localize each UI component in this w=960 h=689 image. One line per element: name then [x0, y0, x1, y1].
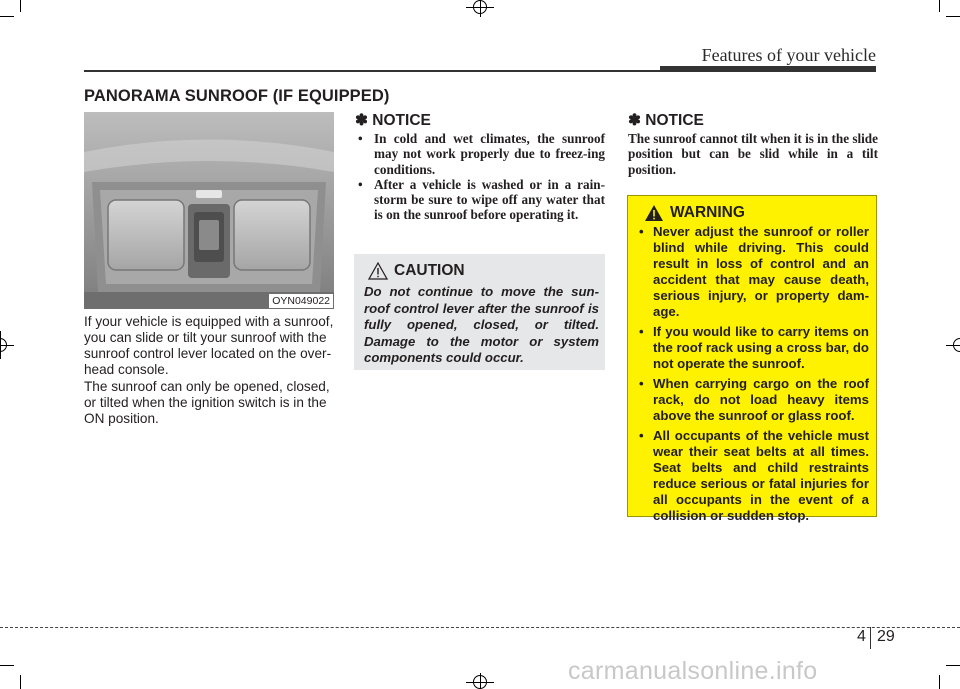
caution-heading: CAUTION	[394, 262, 465, 279]
warning-item: • Never adjust the sunroof or roller blind while driving. This could result in loss of control and an accident that may cause death, serious injury, or property dam-age.	[636, 224, 869, 320]
registration-mark	[0, 331, 1, 359]
caution-box	[354, 254, 605, 370]
notice-item: • In cold and wet climates, the sunroof may not work properly due to freez-ing conditions.	[355, 131, 605, 177]
header-bar	[660, 66, 876, 72]
footer-rule	[0, 627, 960, 628]
crop-mark	[939, 675, 940, 689]
section-title: PANORAMA SUNROOF (IF EQUIPPED)	[84, 87, 390, 105]
image-code: OYN049022	[269, 294, 333, 308]
registration-mark	[480, 673, 481, 689]
warning-item: • All occupants of the vehicle must wear their seat belts at all times. Seat belts and child restraints reduce serious or fatal injuries for all occupants in the event of a collision or sudden stop.	[636, 428, 869, 524]
warning-item: • If you would like to carry items on the roof rack using a cross bar, do not operate the sunroof.	[636, 324, 869, 372]
registration-mark	[0, 345, 14, 346]
chapter-number: 4	[857, 628, 866, 645]
overhead-console-illustration	[84, 112, 334, 309]
page-number: 29	[877, 628, 895, 645]
crop-mark	[946, 16, 960, 17]
notice-text: The sunroof cannot tilt when it is in the slide position but can be slid while in a tilt position.	[628, 131, 878, 177]
intro-paragraph-1: If your vehicle is equipped with a sunroof, you can slide or tilt your sunroof with the sunroof control lever located on the over-head console.	[84, 314, 334, 377]
chapter-header-title: Features of your vehicle	[701, 45, 876, 65]
registration-mark	[946, 345, 960, 346]
notice-item: • After a vehicle is washed or in a rain-storm be sure to wipe off any water that is on the sunroof before operating it.	[355, 177, 605, 223]
intro-paragraph-2: The sunroof can only be opened, closed, or tilted when the ignition switch is in the ON position.	[84, 379, 330, 426]
caution-header	[368, 262, 599, 280]
crop-mark	[946, 665, 960, 666]
caution-text: Do not continue to move the sun-roof control lever after the sunroof is fully opened, closed, or tilted. Damage to the motor or system components could occur.	[364, 284, 599, 366]
crop-mark	[20, 675, 21, 689]
crop-mark	[0, 16, 14, 17]
warning-box	[627, 195, 877, 523]
caution-triangle-icon	[368, 262, 388, 280]
crop-mark	[939, 0, 940, 12]
sunroof-console-photo	[84, 112, 334, 309]
watermark: carmanualsonline.info	[568, 657, 818, 685]
registration-mark	[466, 682, 494, 683]
warning-item: • When carrying cargo on the roof rack, do not load heavy items above the sunroof or glass roof.	[636, 376, 869, 424]
registration-mark	[466, 7, 494, 8]
warning-heading: WARNING	[670, 204, 745, 221]
warning-list	[636, 224, 869, 524]
notice-heading: ✽ NOTICE	[628, 112, 704, 129]
registration-mark	[480, 0, 481, 17]
warning-triangle-icon	[644, 204, 664, 222]
page-divider	[870, 627, 871, 649]
header-rule	[84, 70, 662, 72]
crop-mark	[20, 0, 21, 12]
warning-header	[644, 204, 869, 222]
notice-list	[355, 131, 605, 223]
crop-mark	[0, 665, 14, 666]
notice-heading: ✽ NOTICE	[355, 112, 431, 129]
